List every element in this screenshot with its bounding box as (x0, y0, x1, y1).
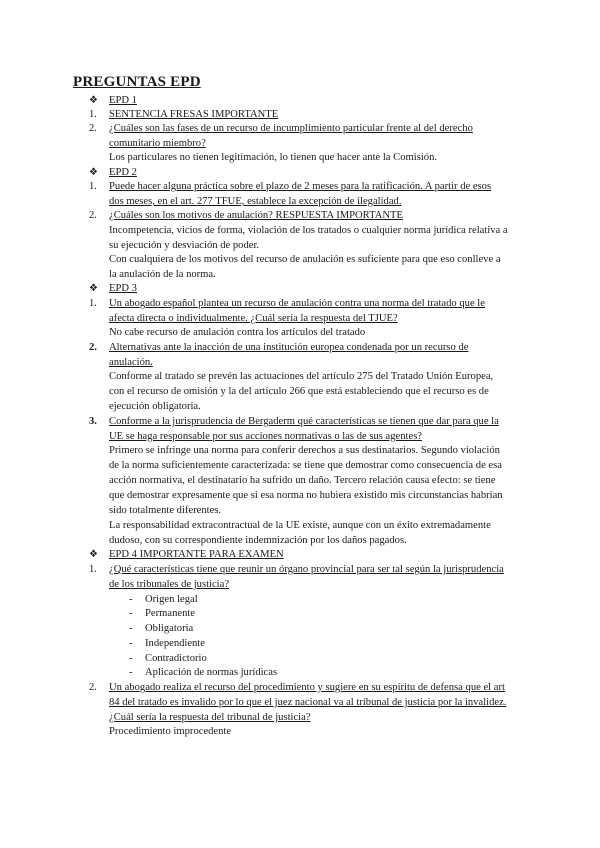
text-line (0, 680, 600, 695)
text-line (0, 414, 600, 429)
page-title: PREGUNTAS EPD (73, 74, 201, 90)
line-text: la anulación de la norma. (109, 269, 216, 280)
line-text: Un abogado español plantea un recurso de anulación contra una norma del tratado que le (109, 298, 485, 309)
line-text: con el recurso de omisión y la del artículo 266 que está estableciendo que el recurso es de (109, 386, 489, 397)
line-text: ¿Qué características tiene que reunir un órgano provincial para ser tal según la jurisprudencia (109, 564, 504, 575)
line-text: La responsabilidad extracontractual de la UE existe, aunque con un éxito extremadamente (109, 520, 491, 531)
sublist-item (0, 651, 600, 666)
diamond-bullet-icon: ❖ (89, 167, 98, 178)
text-line (0, 267, 600, 282)
sublist-item-text: Permanente (145, 608, 196, 619)
text-line (0, 355, 600, 370)
text-line (0, 121, 600, 136)
sublist-item (0, 636, 600, 651)
list-number: 1. (89, 298, 97, 309)
text-line (0, 238, 600, 253)
text-line (0, 710, 600, 725)
line-text: Alternativas ante la inacción de una institución europea condenada por un recurso de (109, 342, 469, 353)
sublist-item-text: Obligatoria (145, 623, 194, 634)
line-text: ¿Cuáles son las fases de un recurso de incumplimiento particular frente al del derecho (109, 123, 473, 134)
dash-bullet-icon: - (129, 667, 133, 678)
text-line (0, 384, 600, 399)
line-text: ejecución obligatoria. (109, 401, 201, 412)
line-text: de los tribunales de justicia? (109, 579, 230, 590)
line-text: SENTENCIA FRESAS IMPORTANTE (109, 109, 279, 120)
line-text: Un abogado realiza el recurso del procedimiento y sugiere en su espíritu de defensa que el art (109, 682, 505, 693)
text-line (0, 369, 600, 384)
text-line (0, 399, 600, 414)
sublist-item-text: Aplicación de normas jurídicas (145, 667, 278, 678)
line-text: anulación. (109, 357, 153, 368)
sublist-item-text: Origen legal (145, 594, 198, 605)
sublist-item (0, 606, 600, 621)
line-text: ¿Cuál sería la respuesta del tribunal de justicia? (109, 712, 311, 723)
line-text: de la norma suficientemente caracterizada: se tiene que demostrar como consecuencia de esa (109, 460, 502, 471)
diamond-bullet-icon: ❖ (89, 95, 98, 106)
text-line (0, 473, 600, 488)
text-line (0, 577, 600, 592)
sublist-item (0, 665, 600, 680)
line-text: UE se haga responsable por sus acciones normativas o las de sus agentes? (109, 431, 423, 442)
text-line (0, 194, 600, 209)
line-text: ¿Cuáles son los motivos de anulación? RESPUESTA IMPORTANTE (109, 210, 403, 221)
line-text: Conforme al tratado se prevén las actuaciones del artículo 275 del Tratado Unión Europea, (109, 371, 494, 382)
text-line (0, 562, 600, 577)
text-line (0, 458, 600, 473)
list-number: 1. (89, 181, 97, 192)
line-text: comunitario miembro? (109, 138, 206, 149)
text-line (0, 311, 600, 326)
list-number: 1. (89, 109, 97, 120)
list-number: 2. (89, 342, 97, 353)
dash-bullet-icon: - (129, 623, 133, 634)
text-line (0, 488, 600, 503)
dash-bullet-icon: - (129, 594, 133, 605)
text-line (0, 503, 600, 518)
line-text: EPD 4 IMPORTANTE PARA EXAMEN (109, 549, 284, 560)
list-number: 2. (89, 682, 97, 693)
line-text: EPD 1 (109, 95, 137, 106)
line-text: Los particulares no tienen legitimación, lo tienen que hacer ante la Comisión. (109, 152, 438, 163)
text-line (0, 223, 600, 238)
text-line (0, 150, 600, 165)
diamond-bullet-icon: ❖ (89, 283, 98, 294)
list-number: 1. (89, 564, 97, 575)
dash-bullet-icon: - (129, 638, 133, 649)
text-line (0, 281, 600, 296)
text-line (0, 208, 600, 223)
text-line (0, 518, 600, 533)
sublist-item-text: Contradictorio (145, 653, 207, 664)
list-number: 2. (89, 210, 97, 221)
line-text: dudoso, con su correspondiente indemnización por los daños pagados. (109, 535, 407, 546)
text-line (0, 165, 600, 180)
sublist-item (0, 621, 600, 636)
line-text: Incompetencia, vicios de forma, violación de los tratados o cualquier norma jurídica relativa a (109, 225, 508, 236)
text-line (0, 429, 600, 444)
text-line (0, 547, 600, 562)
text-line (0, 533, 600, 548)
line-text: Puede hacer alguna práctica sobre el plazo de 2 meses para la ratificación. A partir de esos (109, 181, 492, 192)
text-line (0, 136, 600, 151)
text-line (0, 724, 600, 739)
line-text: su ejecución y desviación de poder. (109, 240, 260, 251)
dash-bullet-icon: - (129, 608, 133, 619)
diamond-bullet-icon: ❖ (89, 549, 98, 560)
sublist-item-text: Independiente (145, 638, 206, 649)
text-line (0, 443, 600, 458)
text-line (0, 107, 600, 122)
sublist-item (0, 592, 600, 607)
line-text: que demostrar expresamente que si esa norma no hubiera existido mis circunstancias habrían (109, 490, 503, 501)
text-line (0, 93, 600, 108)
line-text: 84 del tratado es invalido por lo que el juez nacional va al tribunal de justicia por la invalidez. (109, 697, 507, 708)
dash-bullet-icon: - (129, 653, 133, 664)
text-line (0, 179, 600, 194)
line-text: acción normativa, el destinatario ha sufrido un daño. Tercero relación causa efecto: se tiene (109, 475, 496, 486)
text-line (0, 325, 600, 340)
line-text: Primero se infringe una norma para conferir derechos a sus destinatarios. Segundo violación (109, 445, 500, 456)
line-text: No cabe recurso de anulación contra los artículos del tratado (109, 327, 366, 338)
line-text: Con cualquiera de los motivos del recurso de anulación es suficiente para que eso conlleve a (109, 254, 501, 265)
text-line (0, 695, 600, 710)
line-text: Procedimiento improcedente (109, 726, 232, 737)
list-number: 2. (89, 123, 97, 134)
line-text: EPD 3 (109, 283, 137, 294)
text-line (0, 340, 600, 355)
line-text: afecta directa o individualmente. ¿Cuál sería la respuesta del TJUE? (109, 313, 398, 324)
line-text: Conforme a la jurisprudencia de Bergaderm qué características se tienen que dar para que la (109, 416, 499, 427)
line-text: dos meses, en el art. 277 TFUE, establece la excepción de ilegalidad. (109, 196, 402, 207)
line-text: sido totalmente diferentes. (109, 505, 222, 516)
line-text: EPD 2 (109, 167, 137, 178)
text-line (0, 252, 600, 267)
text-line (0, 296, 600, 311)
list-number: 3. (89, 416, 97, 427)
